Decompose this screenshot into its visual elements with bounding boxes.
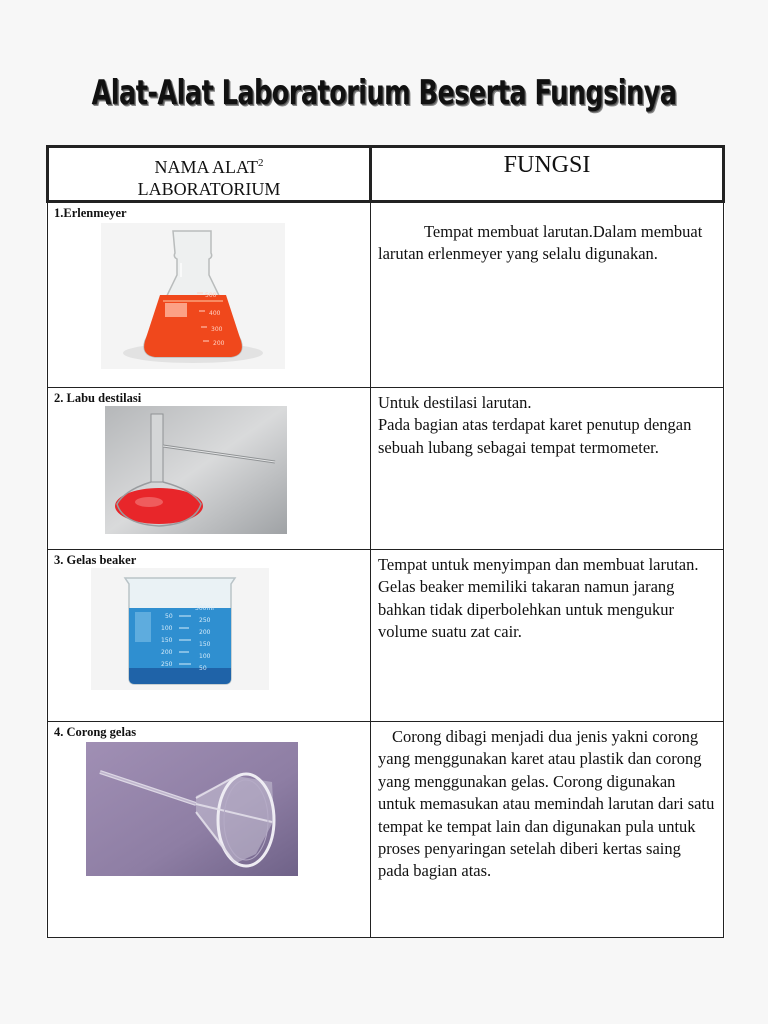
equipment-cell <box>48 722 371 938</box>
erlenmeyer-mark: 500 <box>205 292 217 299</box>
beaker-image <box>91 568 269 690</box>
erlenmeyer-mark: 300 <box>211 326 223 333</box>
document-title: Alat-Alat Laboratorium Beserta Fungsinya <box>91 72 677 113</box>
header-equipment-name <box>48 147 371 202</box>
erlenmeyer-flask-image <box>101 223 285 369</box>
function-text: Tempat membuat larutan.Dalam membuat larutan erlenmeyer yang selalu digunakan. <box>378 222 703 264</box>
header-name-superscript: 2 <box>258 157 264 169</box>
header-function <box>371 147 724 202</box>
equipment-name: 4. Corong gelas <box>54 725 137 739</box>
function-cell <box>371 550 724 722</box>
glass-funnel-image <box>86 742 298 876</box>
function-cell <box>371 388 724 550</box>
table-row <box>48 202 724 388</box>
erlenmeyer-mark: 400 <box>209 310 221 317</box>
equipment-cell <box>48 550 371 722</box>
erlenmeyer-mark: 200 <box>213 340 225 347</box>
table-row <box>48 388 724 550</box>
lab-equipment-table <box>46 145 725 938</box>
beaker-left-mark: 150 <box>161 637 173 644</box>
table-row <box>48 550 724 722</box>
header-name-line1: NAMA ALAT <box>154 157 258 177</box>
function-text: Untuk destilasi larutan. <box>378 393 532 412</box>
erlenmeyer-liquid <box>144 295 242 357</box>
distillation-flask-image <box>105 406 287 534</box>
equipment-name: 2. Labu destilasi <box>54 391 142 405</box>
function-text: Pada bagian atas terdapat karet penutup dengan sebuah lubang sebagai tempat termometer. <box>378 415 692 457</box>
beaker-left-mark: 250 <box>161 661 173 668</box>
beaker-right-mark: 300ml <box>195 605 214 612</box>
table-header-row <box>48 147 724 202</box>
equipment-name: 1.Erlenmeyer <box>54 206 127 220</box>
function-text: Gelas beaker memiliki takaran namun jarang bahkan tidak diperbolehkan untuk mengukur volume suatu zat cair. <box>378 577 675 642</box>
function-text: Tempat untuk menyimpan dan membuat larutan. <box>378 555 699 574</box>
equipment-name: 3. Gelas beaker <box>54 553 137 567</box>
beaker-left-mark: 50 <box>165 613 173 620</box>
equipment-cell <box>48 388 371 550</box>
beaker-right-mark: 250 <box>199 617 211 624</box>
beaker-right-mark: 100 <box>199 653 211 660</box>
header-function-label: FUNGSI <box>503 152 591 178</box>
table-row <box>48 722 724 938</box>
beaker-right-mark: 150 <box>199 641 211 648</box>
function-cell <box>371 722 724 938</box>
beaker-right-mark: 50 <box>199 665 207 672</box>
header-name-line2: LABORATORIUM <box>137 179 281 199</box>
beaker-left-mark: 200 <box>161 649 173 656</box>
beaker-right-mark: 200 <box>199 629 211 636</box>
equipment-cell <box>48 202 371 388</box>
function-text: Corong dibagi menjadi dua jenis yakni corong yang menggunakan karet atau plastik dan corong yang menggunakan gelas. Corong digunakan untuk memasukan atau memindah larutan dari satu tempat ke tempat lain dan digunakan pula untuk proses penyaringan setelah diberi kertas saing pada bagian atas. <box>378 727 715 881</box>
function-cell <box>371 202 724 388</box>
beaker-left-mark: 100 <box>161 625 173 632</box>
